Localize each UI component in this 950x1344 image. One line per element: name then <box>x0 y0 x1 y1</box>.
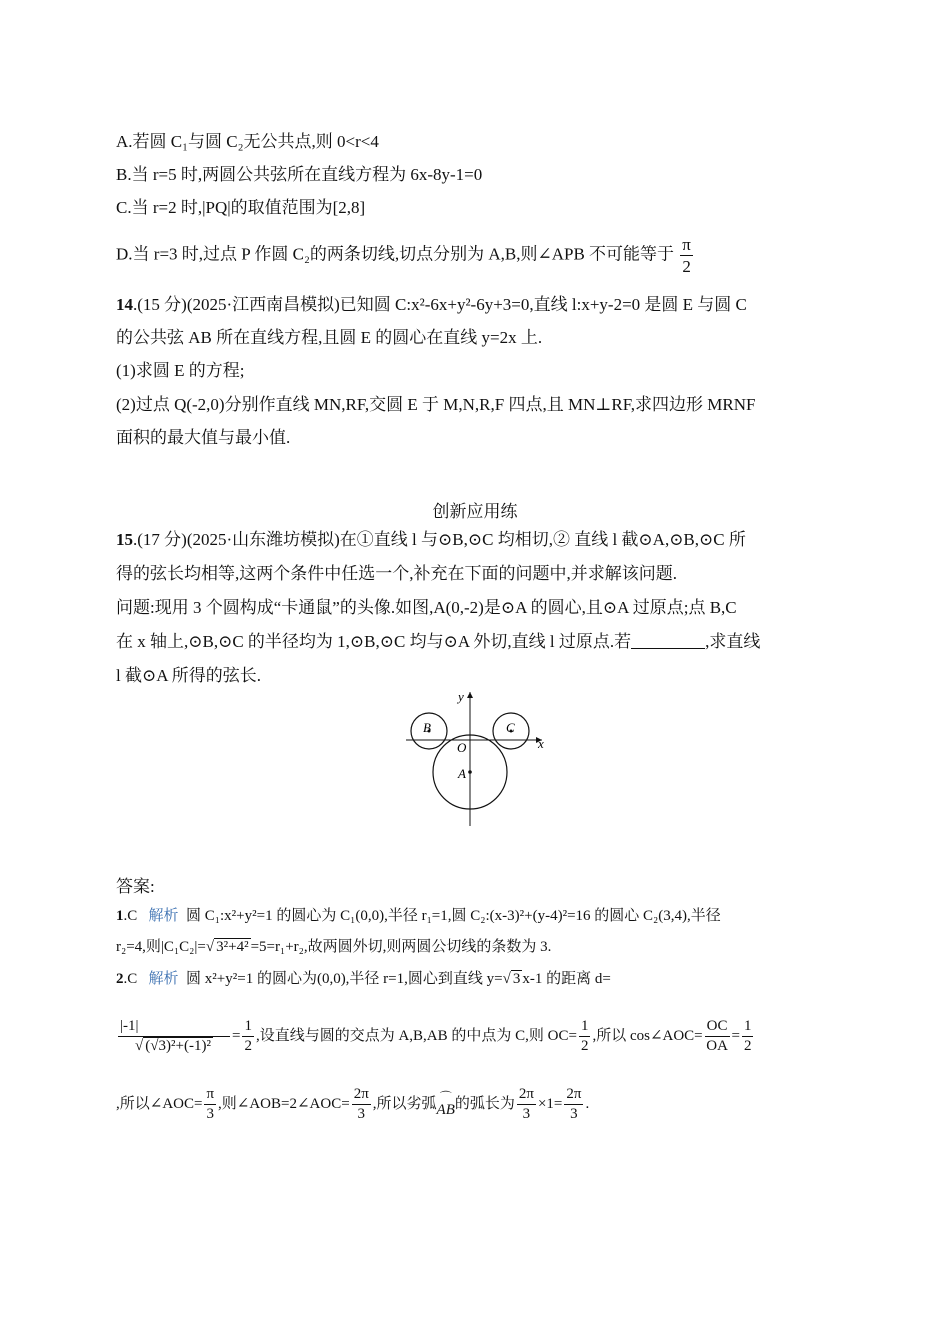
fraction-denominator: 2 <box>682 257 691 276</box>
answer-2-mid: ,设直线与圆的交点为 A,B,AB 的中点为 C,则 OC= <box>255 1028 577 1044</box>
label-c: C <box>506 720 515 735</box>
answer-2-number: 2 <box>116 971 124 987</box>
label-a: A <box>458 766 466 781</box>
fraction-numerator: π <box>204 1087 216 1105</box>
label-b: B <box>423 720 431 735</box>
fill-in-blank[interactable] <box>631 632 705 649</box>
fraction-numerator: 1 <box>579 1019 591 1037</box>
answer-2-text1a: 圆 x²+y²=1 的圆心为(0,0),半径 r=1,圆心到直线 y= <box>186 971 503 987</box>
option-d-text: D.当 r=3 时,过点 P 作圆 C₂的两条切线,切点分别为 A,B,则∠APB 不可能等于 <box>116 244 675 264</box>
answers-heading: 答案: <box>116 877 155 896</box>
fraction-numerator: 2π <box>564 1087 583 1105</box>
distance-fraction <box>118 1019 230 1054</box>
fraction-oc-oa <box>705 1019 730 1054</box>
fraction-cos-value <box>742 1019 754 1054</box>
answer-2-text1b: x-1 的距离 d= <box>522 971 611 987</box>
fraction-2pi-3 <box>352 1087 371 1122</box>
cartoon-mouse-figure <box>400 686 560 828</box>
option-a: A.若圆 C₁与圆 C₂无公共点,则 0<r<4 <box>116 132 379 151</box>
fraction-numerator: |-1| <box>118 1019 230 1037</box>
answer-1-radicand: 3²+4² <box>216 939 249 955</box>
fraction-numerator: OC <box>705 1019 730 1037</box>
answer-1-text2b: =5=r₁+r₂,故两圆外切,则两圆公切线的条数为 3. <box>250 939 552 955</box>
q15-line5: l 截⊙A 所得的弦长. <box>116 666 262 685</box>
answer-2-line2: $\frac{|-1|}{\text{√ (√3)²+(-1)²}}$ = $\frac{1}{2}$ ,设直线与圆的交点为 A,B,AB 的中点为 C,则 OC= $\frac{1}{2}$ ,所以 cos∠AOC= $\frac{OC}{OA}$ = $\frac{1}{2}$ <box>120 1018 752 1055</box>
option-d-fraction <box>680 236 693 275</box>
q14-text: .(15 分)(2025·江西南昌模拟)已知圆 C:x²-6x+y²-6y+3=0,直线 l:x+y-2=0 是圆 E 与圆 C <box>133 295 747 314</box>
answer-2-l3f: . <box>585 1096 590 1112</box>
option-c: C.当 r=2 时,|PQ|的取值范围为[2,8] <box>116 198 366 217</box>
q14-part1: (1)求圆 E 的方程; <box>116 361 245 380</box>
fraction-oc <box>579 1019 591 1054</box>
fraction-denominator: √ (√3)²+(-1)² <box>135 1038 211 1055</box>
answer-1-line1 <box>116 904 721 928</box>
q15-line3: 问题:现用 3 个圆构成“卡通鼠”的头像.如图,A(0,-2)是⊙A 的圆心,且⊙A 过原点;点 B,C <box>116 598 737 617</box>
answer-2-l3d: 的弧长为 <box>454 1096 515 1112</box>
fraction-denominator: 3 <box>206 1106 214 1123</box>
fraction-denominator: 3 <box>522 1106 531 1123</box>
option-d <box>116 236 695 275</box>
center-a <box>468 770 472 774</box>
fraction-denominator: 3 <box>357 1106 365 1123</box>
answer-2-tag: 解析 <box>148 971 179 987</box>
arc-symbol: ⌒ <box>439 1090 452 1105</box>
q15-line4 <box>116 630 760 654</box>
fraction-pi-3 <box>204 1087 216 1122</box>
answer-2-l3c: ,所以劣弧 <box>372 1096 437 1112</box>
answer-2-l3b: ,则∠AOB=2∠AOC= <box>218 1096 350 1112</box>
fraction-half <box>242 1019 254 1054</box>
fraction-2pi-3b <box>517 1087 536 1122</box>
answer-1-line2: r₂=4,则|C₁C₂|=√ 3²+4² =5=r₁+r₂,故两圆外切,则两圆公切线的条数为 3. <box>116 939 552 955</box>
answer-1-text2a: r₂=4,则|C₁C₂|= <box>116 939 206 955</box>
q14-line2: 的公共弦 AB 所在直线方程,且圆 E 的圆心在直线 y=2x 上. <box>116 328 543 347</box>
answer-2-choice: .C <box>123 971 138 987</box>
answer-2-l3a: ,所以∠AOC= <box>116 1096 203 1112</box>
fraction-2pi-3c <box>564 1087 583 1122</box>
arc-label: AB <box>436 1102 455 1119</box>
answer-1-text: 圆 C₁:x²+y²=1 的圆心为 C₁(0,0),半径 r₁=1,圆 C₂:(x-3)²+(y-4)²=16 的圆心 C₂(3,4),半径 <box>186 908 721 924</box>
label-y: y <box>458 689 464 704</box>
q15-line1 <box>116 528 746 552</box>
answer-1-choice: .C <box>123 908 138 924</box>
q14-line1 <box>116 293 747 317</box>
fraction-numerator: π <box>682 235 691 254</box>
fraction-denominator: OA <box>706 1038 728 1055</box>
q15-line4-text: 在 x 轴上,⊙B,⊙C 的半径均为 1,⊙B,⊙C 均与⊙A 外切,直线 l 过原点.若 <box>116 632 632 651</box>
section-title: 创新应用练 <box>432 502 518 521</box>
fraction-numerator: 2π <box>517 1087 536 1105</box>
radicand: (√3)²+(-1)² <box>145 1038 211 1055</box>
answer-2-line3 <box>116 1080 589 1128</box>
arc-ab <box>437 1091 455 1118</box>
answer-2-radicand: 3 <box>512 971 521 987</box>
fraction-denominator: 2 <box>244 1038 252 1055</box>
answer-1-tag: 解析 <box>148 908 179 924</box>
fraction-denominator: 3 <box>570 1106 578 1123</box>
answer-2-l3e: ×1= <box>537 1096 563 1112</box>
q14-number: 14 <box>116 295 133 314</box>
q15-text: .(17 分)(2025·山东潍坊模拟)在①直线 l 与⊙B,⊙C 均相切,② 直线 l 截⊙A,⊙B,⊙C 所 <box>133 530 746 549</box>
answer-1-number: 1 <box>116 908 124 924</box>
q14-part2: (2)过点 Q(-2,0)分别作直线 MN,RF,交圆 E 于 M,N,R,F 四点,且 MN⊥RF,求四边形 MRNF <box>116 395 756 414</box>
answer-2-mid2: ,所以 cos∠AOC= <box>592 1028 703 1044</box>
q15-line4-end: ,求直线 <box>705 632 761 651</box>
equals: = <box>232 1028 241 1044</box>
option-b: B.当 r=5 时,两圆公共弦所在直线方程为 6x-8y-1=0 <box>116 165 483 184</box>
label-x: x <box>538 736 544 751</box>
fraction-denominator: 2 <box>580 1038 589 1055</box>
fraction-numerator: 1 <box>242 1019 254 1037</box>
answer-2-line1: 2.C 解析 圆 x²+y²=1 的圆心为(0,0),半径 r=1,圆心到直线 y=√ 3 x-1 的距离 d= <box>116 971 611 987</box>
q14-part2-cont: 面积的最大值与最小值. <box>116 428 291 447</box>
q15-number: 15 <box>116 530 133 549</box>
label-o: O <box>457 740 467 755</box>
fraction-numerator: 1 <box>742 1019 754 1037</box>
fraction-denominator: 2 <box>743 1038 752 1055</box>
q15-line2: 得的弦长均相等,这两个条件中任选一个,补充在下面的问题中,并求解该问题. <box>116 564 677 583</box>
fraction-numerator: 2π <box>352 1087 371 1105</box>
